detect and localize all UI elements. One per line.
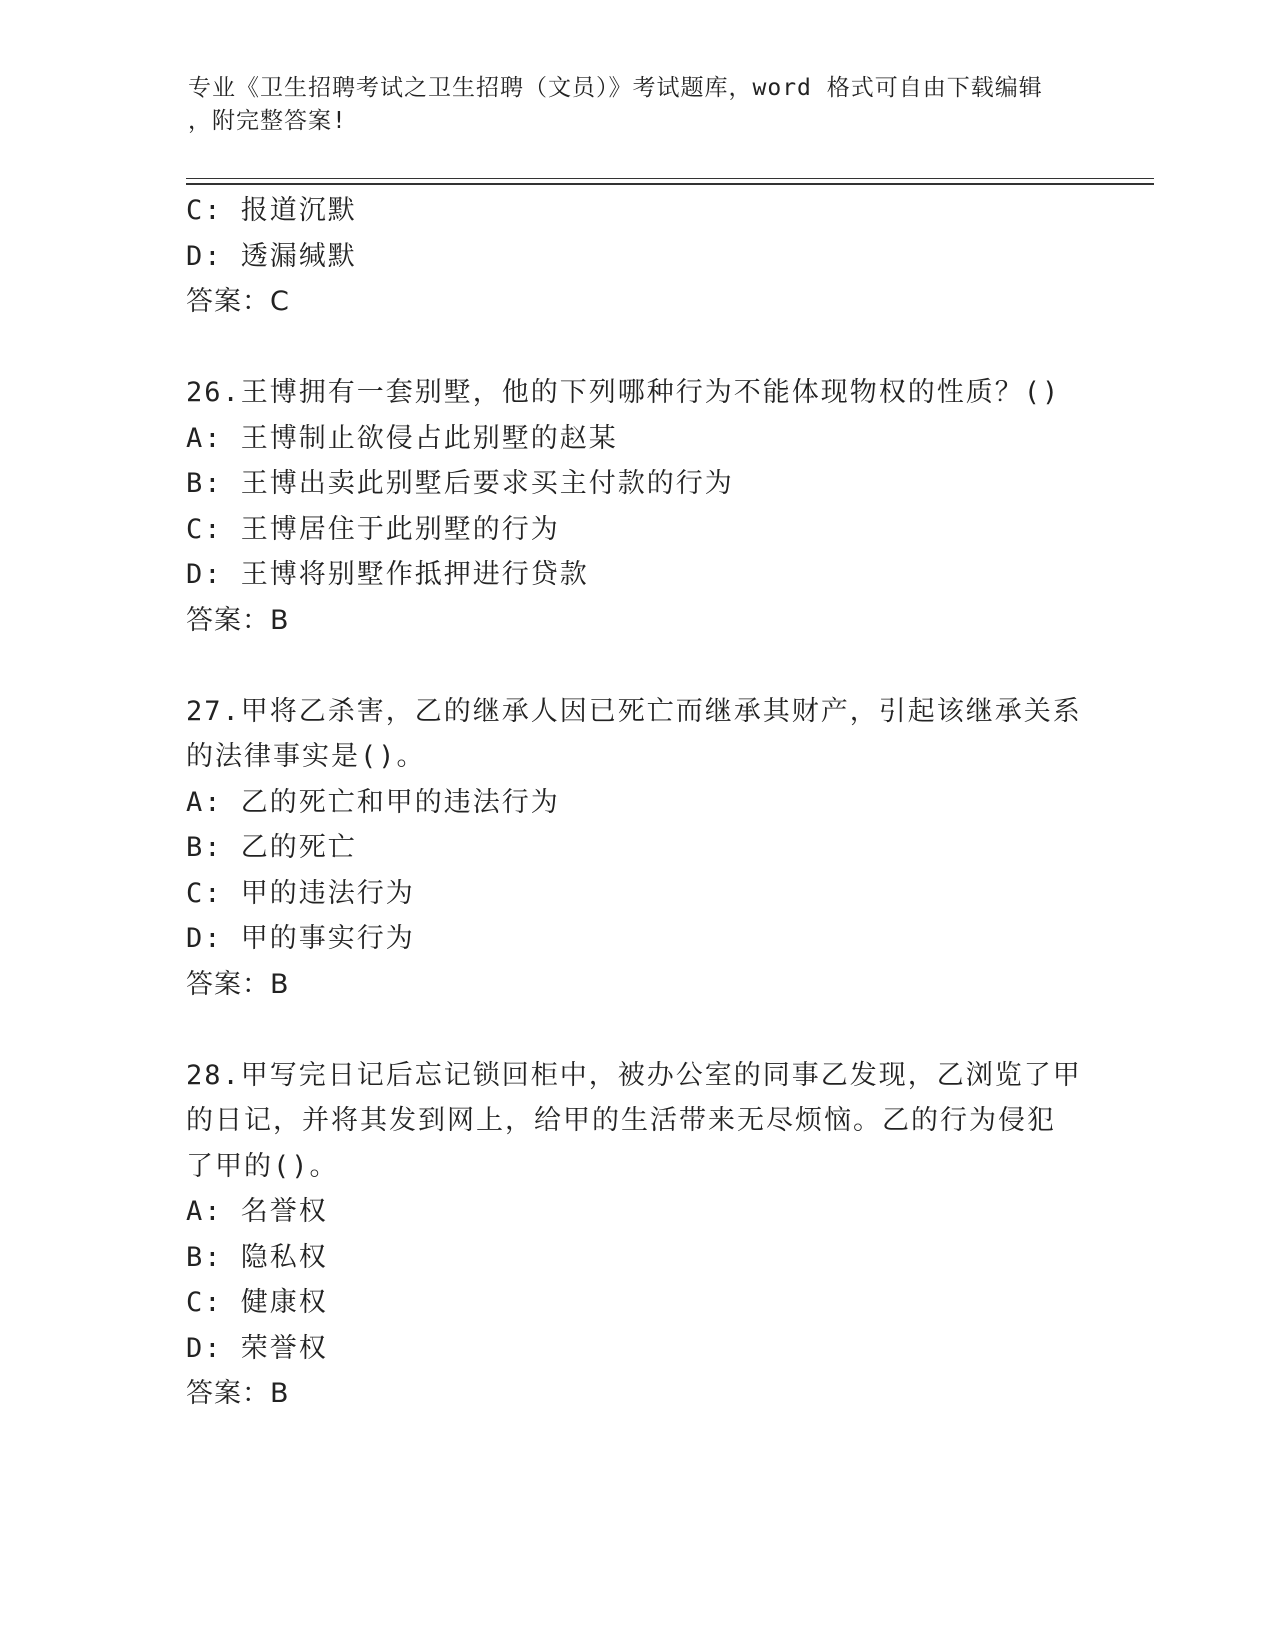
option-b: B: 王博出卖此别墅后要求买主付款的行为 xyxy=(186,468,734,499)
question-stem: 26.王博拥有一套别墅，他的下列哪种行为不能体现物权的性质？() xyxy=(186,377,1061,408)
question-stem-line-1: 27.甲将乙杀害，乙的继承人因已死亡而继承其财产，引起该继承关系 xyxy=(186,695,1082,727)
option-a: A: 王博制止欲侵占此别墅的赵某 xyxy=(186,422,618,454)
question-26 xyxy=(186,370,1086,643)
answer-line: 答案：B xyxy=(186,968,290,1000)
option-d: D: 甲的事实行为 xyxy=(186,923,415,954)
question-27 xyxy=(186,689,1086,1008)
question-stem-line-2: 的法律事实是()。 xyxy=(186,741,426,772)
document-header xyxy=(188,72,1068,138)
question-28 xyxy=(186,1053,1086,1417)
option-d: D: 透漏缄默 xyxy=(186,240,357,272)
question-stem-line-1: 28.甲写完日记后忘记锁回柜中，被办公室的同事乙发现，乙浏览了甲 xyxy=(186,1059,1082,1091)
header-divider-thin xyxy=(186,178,1154,179)
option-b: B: 乙的死亡 xyxy=(186,832,357,863)
option-a: A: 乙的死亡和甲的违法行为 xyxy=(186,786,560,818)
answer-line: 答案：B xyxy=(186,604,290,636)
option-c: C: 健康权 xyxy=(186,1287,328,1318)
option-c: C: 报道沉默 xyxy=(186,195,357,226)
answer-line: 答案：B xyxy=(186,1378,290,1409)
question-stem-line-2: 的日记，并将其发到网上，给甲的生活带来无尽烦恼。乙的行为侵犯 xyxy=(186,1105,1056,1136)
question-stem-line-3: 了甲的()。 xyxy=(186,1150,339,1182)
option-a: A: 名誉权 xyxy=(186,1196,328,1227)
option-b: B: 隐私权 xyxy=(186,1241,328,1273)
option-d: D: 王博将别墅作抵押进行贷款 xyxy=(186,559,589,590)
answer-line: 答案：C xyxy=(186,286,290,317)
previous-question-tail xyxy=(186,188,1086,325)
option-c: C: 甲的违法行为 xyxy=(186,877,415,909)
option-d: D: 荣誉权 xyxy=(186,1332,328,1364)
header-divider-thick xyxy=(186,183,1154,185)
option-c: C: 王博居住于此别墅的行为 xyxy=(186,513,560,545)
header-title-line: 专业《卫生招聘考试之卫生招聘（文员）》考试题库，word 格式可自由下载编辑 xyxy=(188,75,1043,101)
header-subtitle-line: ，附完整答案! xyxy=(188,108,347,134)
question-list xyxy=(186,188,1086,1417)
